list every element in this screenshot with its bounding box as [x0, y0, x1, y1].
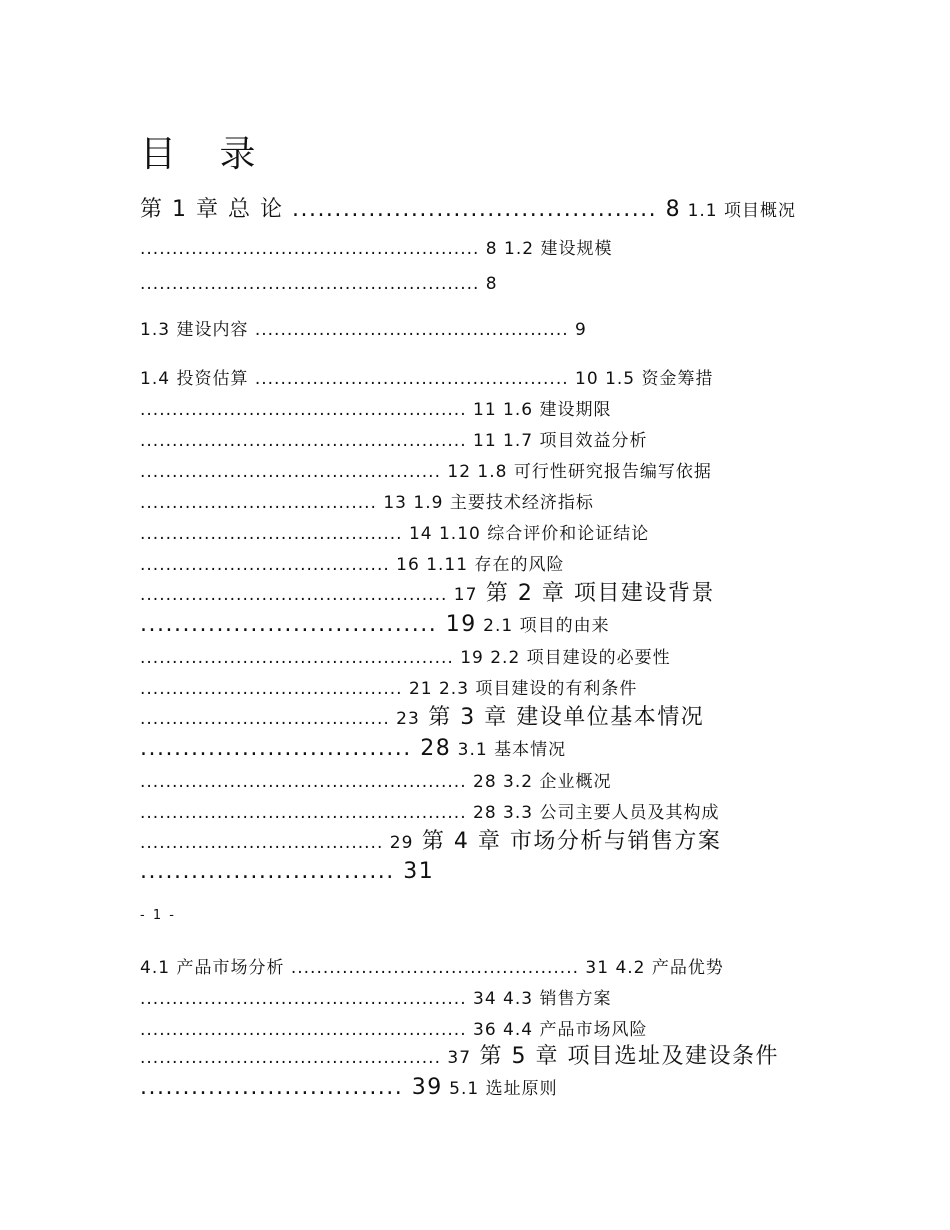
toc-heading: 目 录: [140, 134, 272, 175]
toc-entry-chapter-5[interactable]: 第 5 章 项目选址及建设条件: [471, 1044, 779, 1069]
toc-line[interactable]: ................................................... 34 4.3 销售方案: [140, 989, 612, 1009]
toc-line: [140, 198, 796, 223]
toc-line: [140, 737, 566, 762]
toc-line[interactable]: ................................................... 28 3.3 公司主要人员及其构成: [140, 803, 720, 823]
toc-entry-chapter-3[interactable]: 第 3 章 建设单位基本情况: [419, 705, 705, 730]
toc-line[interactable]: .............................. 31: [140, 859, 435, 884]
toc-line[interactable]: ....................................... 16 1.11 存在的风险: [140, 555, 565, 575]
toc-line: [140, 582, 715, 607]
toc-line[interactable]: 4.1 产品市场分析 ............................................. 31 4.2 产品优势: [140, 958, 724, 978]
toc-line[interactable]: 1.3 建设内容 ................................................. 9: [140, 320, 587, 340]
toc-entry[interactable]: 2.1 项目的由来: [476, 616, 610, 636]
toc-entry[interactable]: 5.1 选址原则: [442, 1079, 558, 1099]
toc-entry[interactable]: 3.1 基本情况: [451, 740, 567, 760]
toc-line[interactable]: ................................................... 28 3.2 企业概况: [140, 772, 612, 792]
toc-line[interactable]: ..................................................... 8: [140, 274, 498, 294]
toc-line: [140, 1076, 558, 1101]
toc-line: [140, 706, 704, 731]
toc-line[interactable]: ................................................. 19 2.2 项目建设的必要性: [140, 648, 671, 668]
toc-line[interactable]: ............................................... 12 1.8 可行性研究报告编写依据: [140, 462, 712, 482]
toc-entry[interactable]: 1.1 项目概况: [681, 201, 797, 221]
toc-line[interactable]: ..................................... 13 1.9 主要技术经济指标: [140, 493, 594, 513]
toc-line[interactable]: ................................................... 11 1.7 项目效益分析: [140, 431, 648, 451]
toc-line[interactable]: ......................................... 21 2.3 项目建设的有利条件: [140, 679, 638, 699]
page-number: - 1 -: [140, 908, 176, 923]
toc-entry[interactable]: ............................................... 37: [140, 1048, 472, 1068]
toc-entry[interactable]: ................................................ 17: [140, 585, 478, 605]
toc-line[interactable]: ......................................... 14 1.10 综合评价和论证结论: [140, 524, 650, 544]
toc-entry[interactable]: ................................... 19: [140, 612, 477, 637]
toc-entry[interactable]: ....................................... 23: [140, 709, 420, 729]
toc-entry[interactable]: ................................ 28: [140, 736, 452, 761]
toc-entry-chapter-2[interactable]: 第 2 章 项目建设背景: [477, 581, 715, 606]
toc-entry-chapter-4[interactable]: 第 4 章 市场分析与销售方案: [413, 829, 722, 854]
toc-line: [140, 1045, 779, 1070]
toc-entry[interactable]: ...................................... 29: [140, 833, 414, 853]
toc-line: [140, 613, 610, 638]
toc-entry-chapter-1[interactable]: 第 1 章 总 论 ........................................... 8: [140, 197, 682, 222]
toc-line: [140, 830, 721, 855]
toc-entry[interactable]: ............................... 39: [140, 1075, 443, 1100]
toc-line[interactable]: ................................................... 36 4.4 产品市场风险: [140, 1020, 648, 1040]
toc-line[interactable]: ................................................... 11 1.6 建设期限: [140, 400, 612, 420]
toc-line[interactable]: ..................................................... 8 1.2 建设规模: [140, 239, 613, 259]
toc-line[interactable]: 1.4 投资估算 ................................................. 10 1.5 资金筹措: [140, 369, 714, 389]
